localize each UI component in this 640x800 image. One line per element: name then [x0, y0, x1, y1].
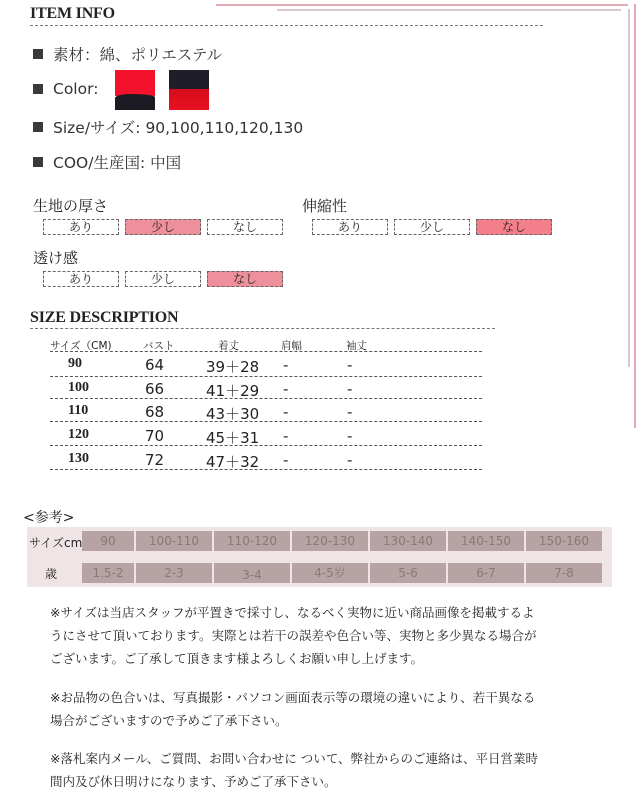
sheer-option-none: なし	[207, 271, 283, 287]
size-header-size: サイズ（CM)	[50, 340, 112, 352]
note-color-variance	[50, 686, 610, 732]
sleeve-cell: -	[347, 380, 353, 398]
frame-line-top-outer	[216, 4, 628, 6]
sleeve-cell: -	[347, 427, 353, 445]
length-cell: 47＋32	[206, 453, 260, 471]
item-info-divider	[30, 25, 543, 26]
frame-line-right-outer	[634, 4, 636, 428]
item-info-title: ITEM INFO	[30, 5, 115, 22]
size-header-bust: バスト	[143, 340, 175, 352]
frame-line-right-inner	[628, 9, 630, 367]
sleeve-cell: -	[347, 356, 353, 374]
shoulder-cell: -	[283, 451, 289, 469]
stretch-option-none: なし	[476, 219, 552, 235]
reference-size-label: サイズcm	[29, 536, 83, 550]
ref-size-cell: 150-160	[526, 531, 602, 551]
note-line: ※サイズは当店スタッフが平置きで採寸し、なるべく実物に近い商品画像を掲載するよ	[50, 605, 535, 620]
note-line: 場合がございますので予めご了承下さい。	[50, 713, 288, 728]
bullet-icon	[33, 122, 43, 132]
size-cell: 130	[68, 451, 89, 466]
length-cell: 41＋29	[206, 382, 260, 400]
frame-line-top-inner	[277, 9, 621, 11]
bust-cell: 70	[145, 427, 165, 445]
row-line	[50, 445, 482, 446]
color-label: Color:	[53, 80, 99, 98]
shoulder-cell: -	[283, 403, 289, 421]
thickness-option-none: なし	[207, 219, 283, 235]
size-header-shoulder: 肩幅	[281, 340, 302, 352]
stretch-option-little: 少し	[394, 219, 470, 235]
length-cell: 45＋31	[206, 429, 260, 447]
material-row	[33, 43, 222, 65]
ref-size-cell: 120-130	[292, 531, 368, 551]
shoulder-cell: -	[283, 356, 289, 374]
size-cell: 120	[68, 427, 89, 442]
size-cell: 100	[68, 380, 89, 395]
size-description-divider	[30, 328, 495, 329]
ref-age-cell: 6-7	[448, 563, 524, 583]
sleeve-cell: -	[347, 451, 353, 469]
coo-text: COO/生産国: 中国	[53, 154, 182, 172]
row-line	[50, 421, 482, 422]
coo-row	[33, 151, 181, 173]
length-cell: 39＋28	[206, 358, 260, 376]
ref-age-cell: 4-5岁	[292, 563, 368, 583]
reference-title: <参考>	[23, 510, 75, 526]
color-row	[33, 80, 98, 98]
bust-cell: 66	[145, 380, 165, 398]
thickness-option-little: 少し	[125, 219, 201, 235]
stretch-option-yes: あり	[312, 219, 388, 235]
sleeve-cell: -	[347, 403, 353, 421]
size-header-sleeve: 袖丈	[346, 340, 367, 352]
row-line	[50, 376, 482, 377]
ref-size-cell: 130-140	[370, 531, 446, 551]
bullet-icon	[33, 49, 43, 59]
size-description-title: SIZE DESCRIPTION	[30, 309, 179, 326]
ref-size-cell: 110-120	[214, 531, 290, 551]
size-row	[33, 116, 303, 138]
row-line	[50, 469, 482, 470]
ref-age-cell: 5-6	[370, 563, 446, 583]
ref-age-cell: 7-8	[526, 563, 602, 583]
length-cell: 43＋30	[206, 405, 260, 423]
ref-size-cell: 100-110	[136, 531, 212, 551]
size-header-line	[50, 351, 482, 352]
sheer-option-little: 少し	[125, 271, 201, 287]
size-cell: 90	[68, 356, 82, 371]
note-size-measurement	[50, 601, 610, 670]
size-text: Size/サイズ: 90,100,110,120,130	[53, 119, 304, 137]
note-contact-hours	[50, 747, 610, 793]
bust-cell: 64	[145, 356, 165, 374]
bust-cell: 72	[145, 451, 165, 469]
sheer-title: 透け感	[33, 249, 79, 267]
size-cell: 110	[68, 403, 89, 418]
note-line: ※お品物の色合いは、写真撮影・パソコン画面表示等の環境の違いにより、若干異なる	[50, 690, 536, 705]
bullet-icon	[33, 84, 43, 94]
color-swatch-red-black[interactable]	[115, 70, 155, 110]
ref-age-cell: 3-4	[214, 563, 290, 583]
material-text: 素材：綿、ポリエステル	[53, 46, 223, 64]
note-line: うにさせて頂いております。実際とは若干の誤差や色合い等、実物と多少異なる場合が	[50, 628, 537, 643]
note-line: ございます。ご了承して頂きます様よろしくお願い申し上げます。	[50, 651, 424, 666]
shoulder-cell: -	[283, 380, 289, 398]
ref-size-cell: 140-150	[448, 531, 524, 551]
note-line: ※落札案内メール、ご質問、お問い合わせに ついて、弊社からのご連絡は、平日営業時	[50, 751, 538, 766]
size-header-length: 着丈	[218, 340, 239, 352]
thickness-title: 生地の厚さ	[33, 197, 109, 215]
shoulder-cell: -	[283, 427, 289, 445]
bullet-icon	[33, 157, 43, 167]
thickness-option-yes: あり	[43, 219, 119, 235]
note-line: 間内及び休日明けになります、予めご了承下さい。	[50, 774, 337, 789]
bust-cell: 68	[145, 403, 165, 421]
ref-age-cell: 2-3	[136, 563, 212, 583]
ref-size-cell: 90	[82, 531, 134, 551]
color-swatch-black-red[interactable]	[169, 70, 209, 110]
reference-age-label: 歳	[45, 567, 58, 581]
sheer-option-yes: あり	[43, 271, 119, 287]
row-line	[50, 398, 482, 399]
ref-age-cell: 1.5-2	[82, 563, 134, 583]
stretch-title: 伸縮性	[302, 197, 348, 215]
